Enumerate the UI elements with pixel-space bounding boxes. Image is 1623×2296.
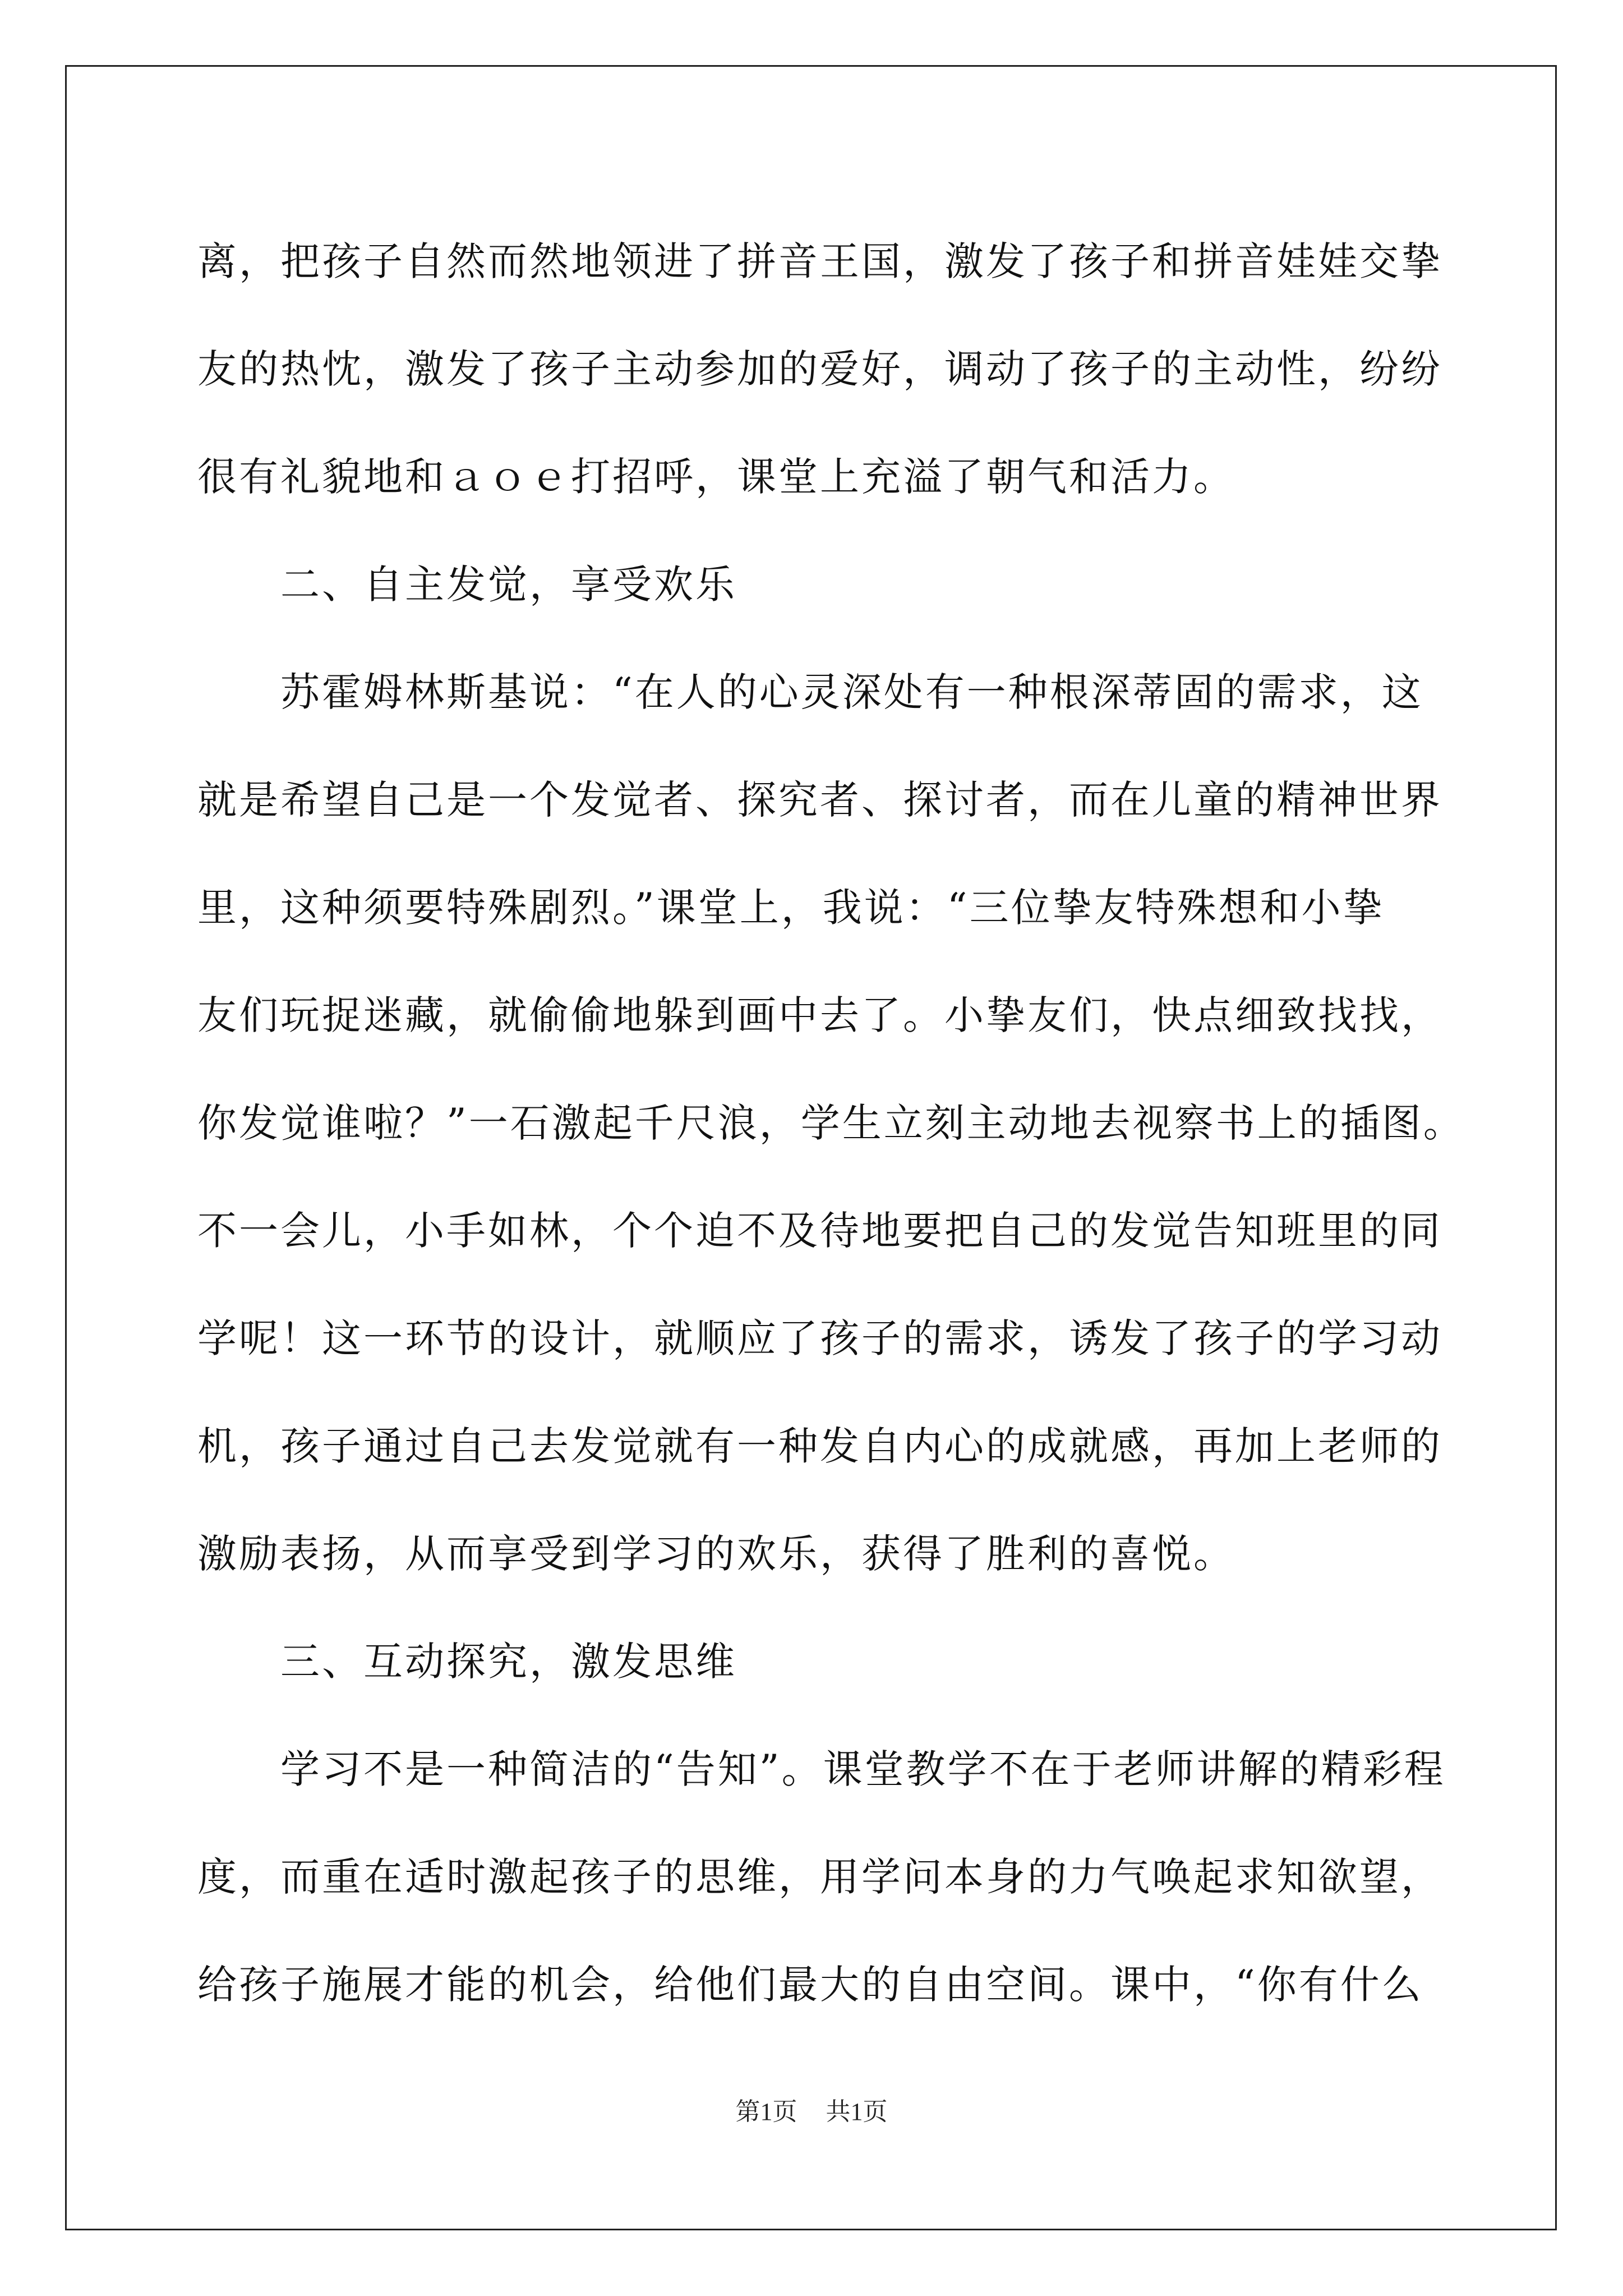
text-line: 里，这种须要特殊剧烈。”课堂上，我说：“三位挚友特殊想和小挚 <box>197 885 1385 931</box>
text-line: 友们玩捉迷藏，就偷偷地躲到画中去了。小挚友们，快点细致找找， <box>197 992 1442 1038</box>
paragraph-start: 苏霍姆林斯基说：“在人的心灵深处有一种根深蒂固的需求，这 <box>280 669 1423 715</box>
text-line: 激励表扬，从而享受到学习的欢乐，获得了胜利的喜悦。 <box>197 1531 1235 1577</box>
text-line: 离，把孩子自然而然地领进了拼音王国，激发了孩子和拼音娃娃交挚 <box>197 238 1442 284</box>
page-total: 共1页 <box>826 2098 888 2125</box>
paragraph-start: 学习不是一种简洁的“告知”。课堂教学不在于老师讲解的精彩程 <box>280 1746 1446 1792</box>
text-line: 友的热忱，激发了孩子主动参加的爱好，调动了孩子的主动性，纷纷 <box>197 346 1442 392</box>
text-line: 学呢！这一环节的设计，就顺应了孩子的需求，诱发了孩子的学习动 <box>197 1315 1442 1361</box>
document-body <box>197 208 1465 2039</box>
section-heading: 二、自主发觉，享受欢乐 <box>280 562 737 608</box>
text-line: 很有礼貌地和ａｏｅ打招呼，课堂上充溢了朝气和活力。 <box>197 454 1235 500</box>
text-line: 不一会儿，小手如林，个个迫不及待地要把自己的发觉告知班里的同 <box>197 1208 1442 1254</box>
text-line: 度，而重在适时激起孩子的思维，用学问本身的力气唤起求知欲望， <box>197 1854 1442 1900</box>
page-number: 第1页 <box>735 2098 797 2125</box>
section-heading: 三、互动探究，激发思维 <box>280 1639 737 1685</box>
text-line: 给孩子施展才能的机会，给他们最大的自由空间。课中，“你有什么 <box>197 1962 1423 2008</box>
text-line: 你发觉谁啦？”一石激起千尺浪，学生立刻主动地去视察书上的插图。 <box>197 1100 1465 1146</box>
text-line: 机，孩子通过自己去发觉就有一种发自内心的成就感，再加上老师的 <box>197 1423 1442 1469</box>
text-line: 就是希望自己是一个发觉者、探究者、探讨者，而在儿童的精神世界 <box>197 777 1442 823</box>
page-footer <box>0 2091 1623 2127</box>
